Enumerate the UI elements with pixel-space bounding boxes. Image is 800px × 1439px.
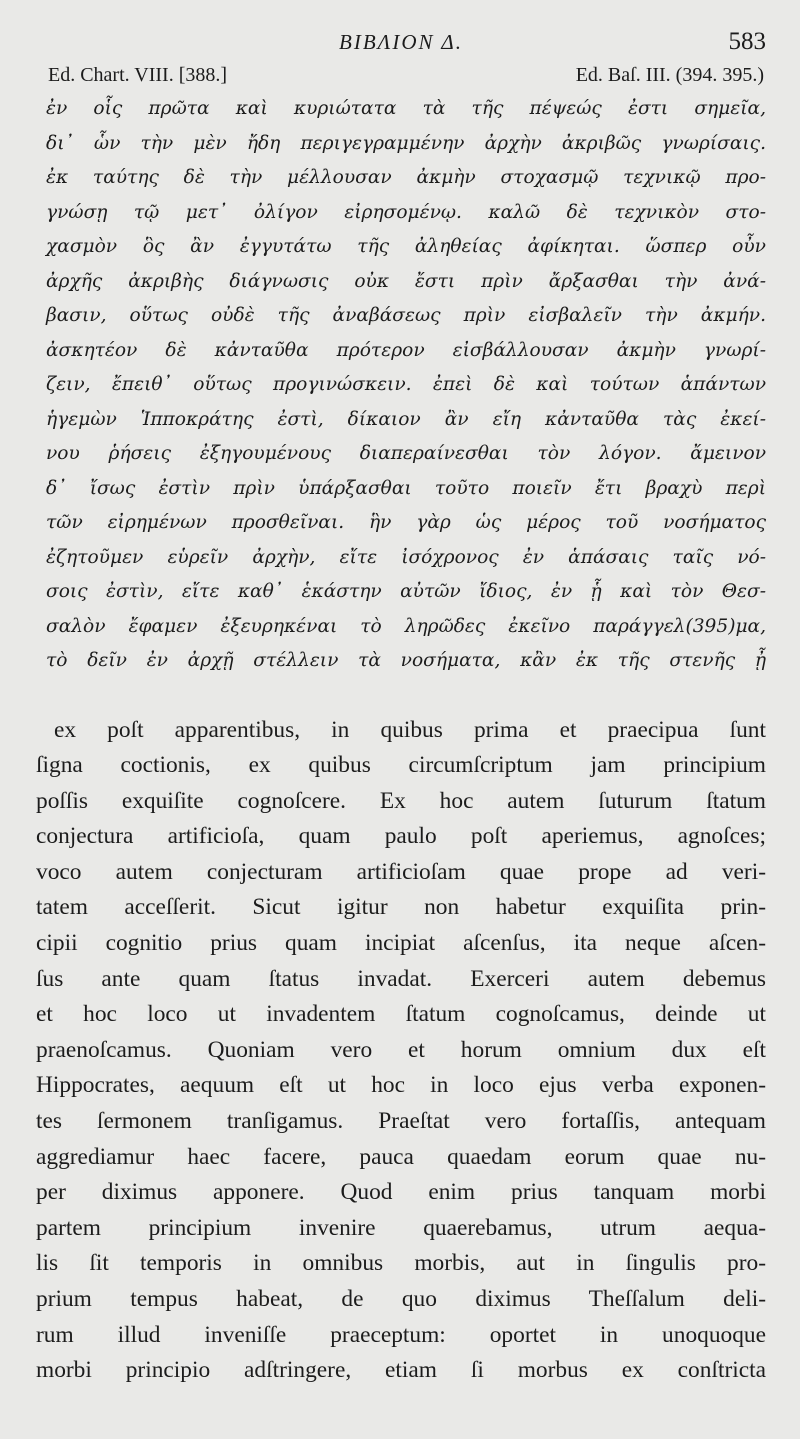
latin-line: aggrediamur haec facere, pauca quaedam eorum quae nu- bbox=[36, 1143, 766, 1170]
greek-line: σαλὸν ἔφαμεν ἐξευρηκέναι τὸ ληρῶδες ἐκεῖνο παράγγελ(395)μα, bbox=[46, 615, 766, 637]
greek-line: γνώσῃ τῷ μετ᾽ ὀλίγον εἰρησομένῳ. καλῶ δὲ τεχνικὸν στο- bbox=[46, 201, 766, 223]
latin-line: per diximus apponere. Quod enim prius tanquam morbi bbox=[36, 1179, 766, 1206]
latin-line: conjectura artificioſa, quam paulo poſt aperiemus, agnoſces; bbox=[36, 823, 766, 850]
latin-line: morbi principio adſtringere, etiam ſi morbus ex conſtricta bbox=[36, 1357, 766, 1384]
greek-line: τῶν εἰρημένων προσθεῖναι. ἣν γὰρ ὡς μέρος τοῦ νοσήματος bbox=[46, 512, 766, 533]
greek-line: δ᾽ ἴσως ἐστὶν πρὶν ὑπάρξασθαι τοῦτο ποιεῖν ἔτι βραχὺ περὶ bbox=[46, 477, 766, 499]
greek-line: ζειν, ἔπειθ᾽ οὕτως προγινώσκειν. ἐπεὶ δὲ καὶ τούτων ἁπάντων bbox=[46, 374, 766, 395]
latin-line: voco autem conjecturam artificioſam quae prope ad veri- bbox=[36, 858, 766, 885]
greek-line: χασμὸν ὃς ἂν ἐγγυτάτω τῆς ἀληθείας ἀφίκηται. ὥσπερ οὖν bbox=[46, 236, 766, 257]
latin-line: rum illud inveniſſe praeceptum: oportet in unoquoque bbox=[36, 1321, 766, 1348]
latin-line: prium tempus habeat, de quo diximus Theſſalum deli- bbox=[36, 1286, 766, 1312]
edition-references bbox=[36, 60, 766, 90]
latin-line: ſigna coctionis, ex quibus circumſcriptum jam principium bbox=[36, 752, 766, 779]
latin-line: lis ſit temporis in omnibus morbis, aut in ſingulis pro- bbox=[36, 1250, 766, 1277]
latin-line: tatem acceſſerit. Sicut igitur non habetur exquiſita prin- bbox=[36, 894, 766, 921]
greek-line: βασιν, οὕτως οὐδὲ τῆς ἀναβάσεως πρὶν εἰσβαλεῖν τὴν ἀκμήν. bbox=[46, 305, 766, 326]
latin-text-block bbox=[36, 713, 766, 1389]
latin-line: Hippocrates, aequum eſt ut hoc in loco ejus verba exponen- bbox=[36, 1072, 766, 1099]
latin-line: ex poſt apparentibus, in quibus prima et praecipua ſunt bbox=[54, 716, 766, 743]
latin-line: tes ſermonem tranſigamus. Praeſtat vero fortaſſis, antequam bbox=[36, 1108, 766, 1135]
greek-line: νου ῥήσεις ἐξηγουμένους διαπεραίνεσθαι τὸν λόγον. ἄμεινον bbox=[46, 443, 766, 464]
latin-line: praenoſcamus. Quoniam vero et horum omnium dux eſt bbox=[36, 1036, 766, 1063]
latin-line: et hoc loco ut invadentem ſtatum cognoſcamus, deinde ut bbox=[36, 1001, 766, 1028]
latin-line: partem principium invenire quaerebamus, utrum aequa- bbox=[36, 1214, 766, 1241]
greek-line: ἡγεμὼν Ἱπποκράτης ἐστὶ, δίκαιον ἂν εἴη κἀνταῦθα τὰς ἐκεί- bbox=[46, 408, 766, 430]
running-head bbox=[36, 22, 766, 60]
greek-line: ἀρχῆς ἀκριβὴς διάγνωσις οὐκ ἔστι πρὶν ἄρξασθαι τὴν ἀνά- bbox=[46, 270, 766, 292]
greek-line: δι᾽ ὧν τὴν μὲν ἤδη περιγεγραμμένην ἀρχὴν ἀκριβῶς γνωρίσαις. bbox=[46, 132, 766, 154]
page-number: 583 bbox=[728, 28, 766, 55]
book-title: ΒΙΒΛΙΟΝ Δ. bbox=[339, 30, 463, 54]
edition-right: Ed. Baſ. III. (394. 395.) bbox=[575, 64, 764, 86]
greek-text-block bbox=[36, 92, 766, 679]
greek-line: τὸ δεῖν ἐν ἀρχῇ στέλλειν τὰ νοσήματα, κἂν ἐκ τῆς στενῆς ᾖ bbox=[46, 650, 766, 671]
greek-line: ἀσκητέον δὲ κἀνταῦθα πρότερον εἰσβάλλουσαν ἀκμὴν γνωρί- bbox=[46, 339, 766, 361]
greek-line: ἐν οἷς πρῶτα καὶ κυριώτατα τὰ τῆς πέψεώς ἐστι σημεῖα, bbox=[46, 98, 766, 119]
latin-line: cipii cognitio prius quam incipiat aſcenſus, ita neque aſcen- bbox=[36, 930, 766, 957]
edition-left: Ed. Chart. VIII. [388.] bbox=[48, 64, 228, 86]
greek-line: ἐζητοῦμεν εὑρεῖν ἀρχὴν, εἴτε ἰσόχρονος ἐν ἁπάσαις ταῖς νό- bbox=[46, 546, 766, 568]
latin-line: ſus ante quam ſtatus invadat. Exerceri autem debemus bbox=[36, 965, 766, 992]
latin-line: poſſis exquiſite cognoſcere. Ex hoc autem ſuturum ſtatum bbox=[36, 787, 766, 814]
greek-line: ἐκ ταύτης δὲ τὴν μέλλουσαν ἀκμὴν στοχασμῷ τεχνικῷ προ- bbox=[46, 167, 766, 188]
greek-line: σοις ἐστὶν, εἴτε καθ᾽ ἑκάστην αὐτῶν ἴδιος, ἐν ᾗ καὶ τὸν Θεσ- bbox=[46, 581, 766, 602]
